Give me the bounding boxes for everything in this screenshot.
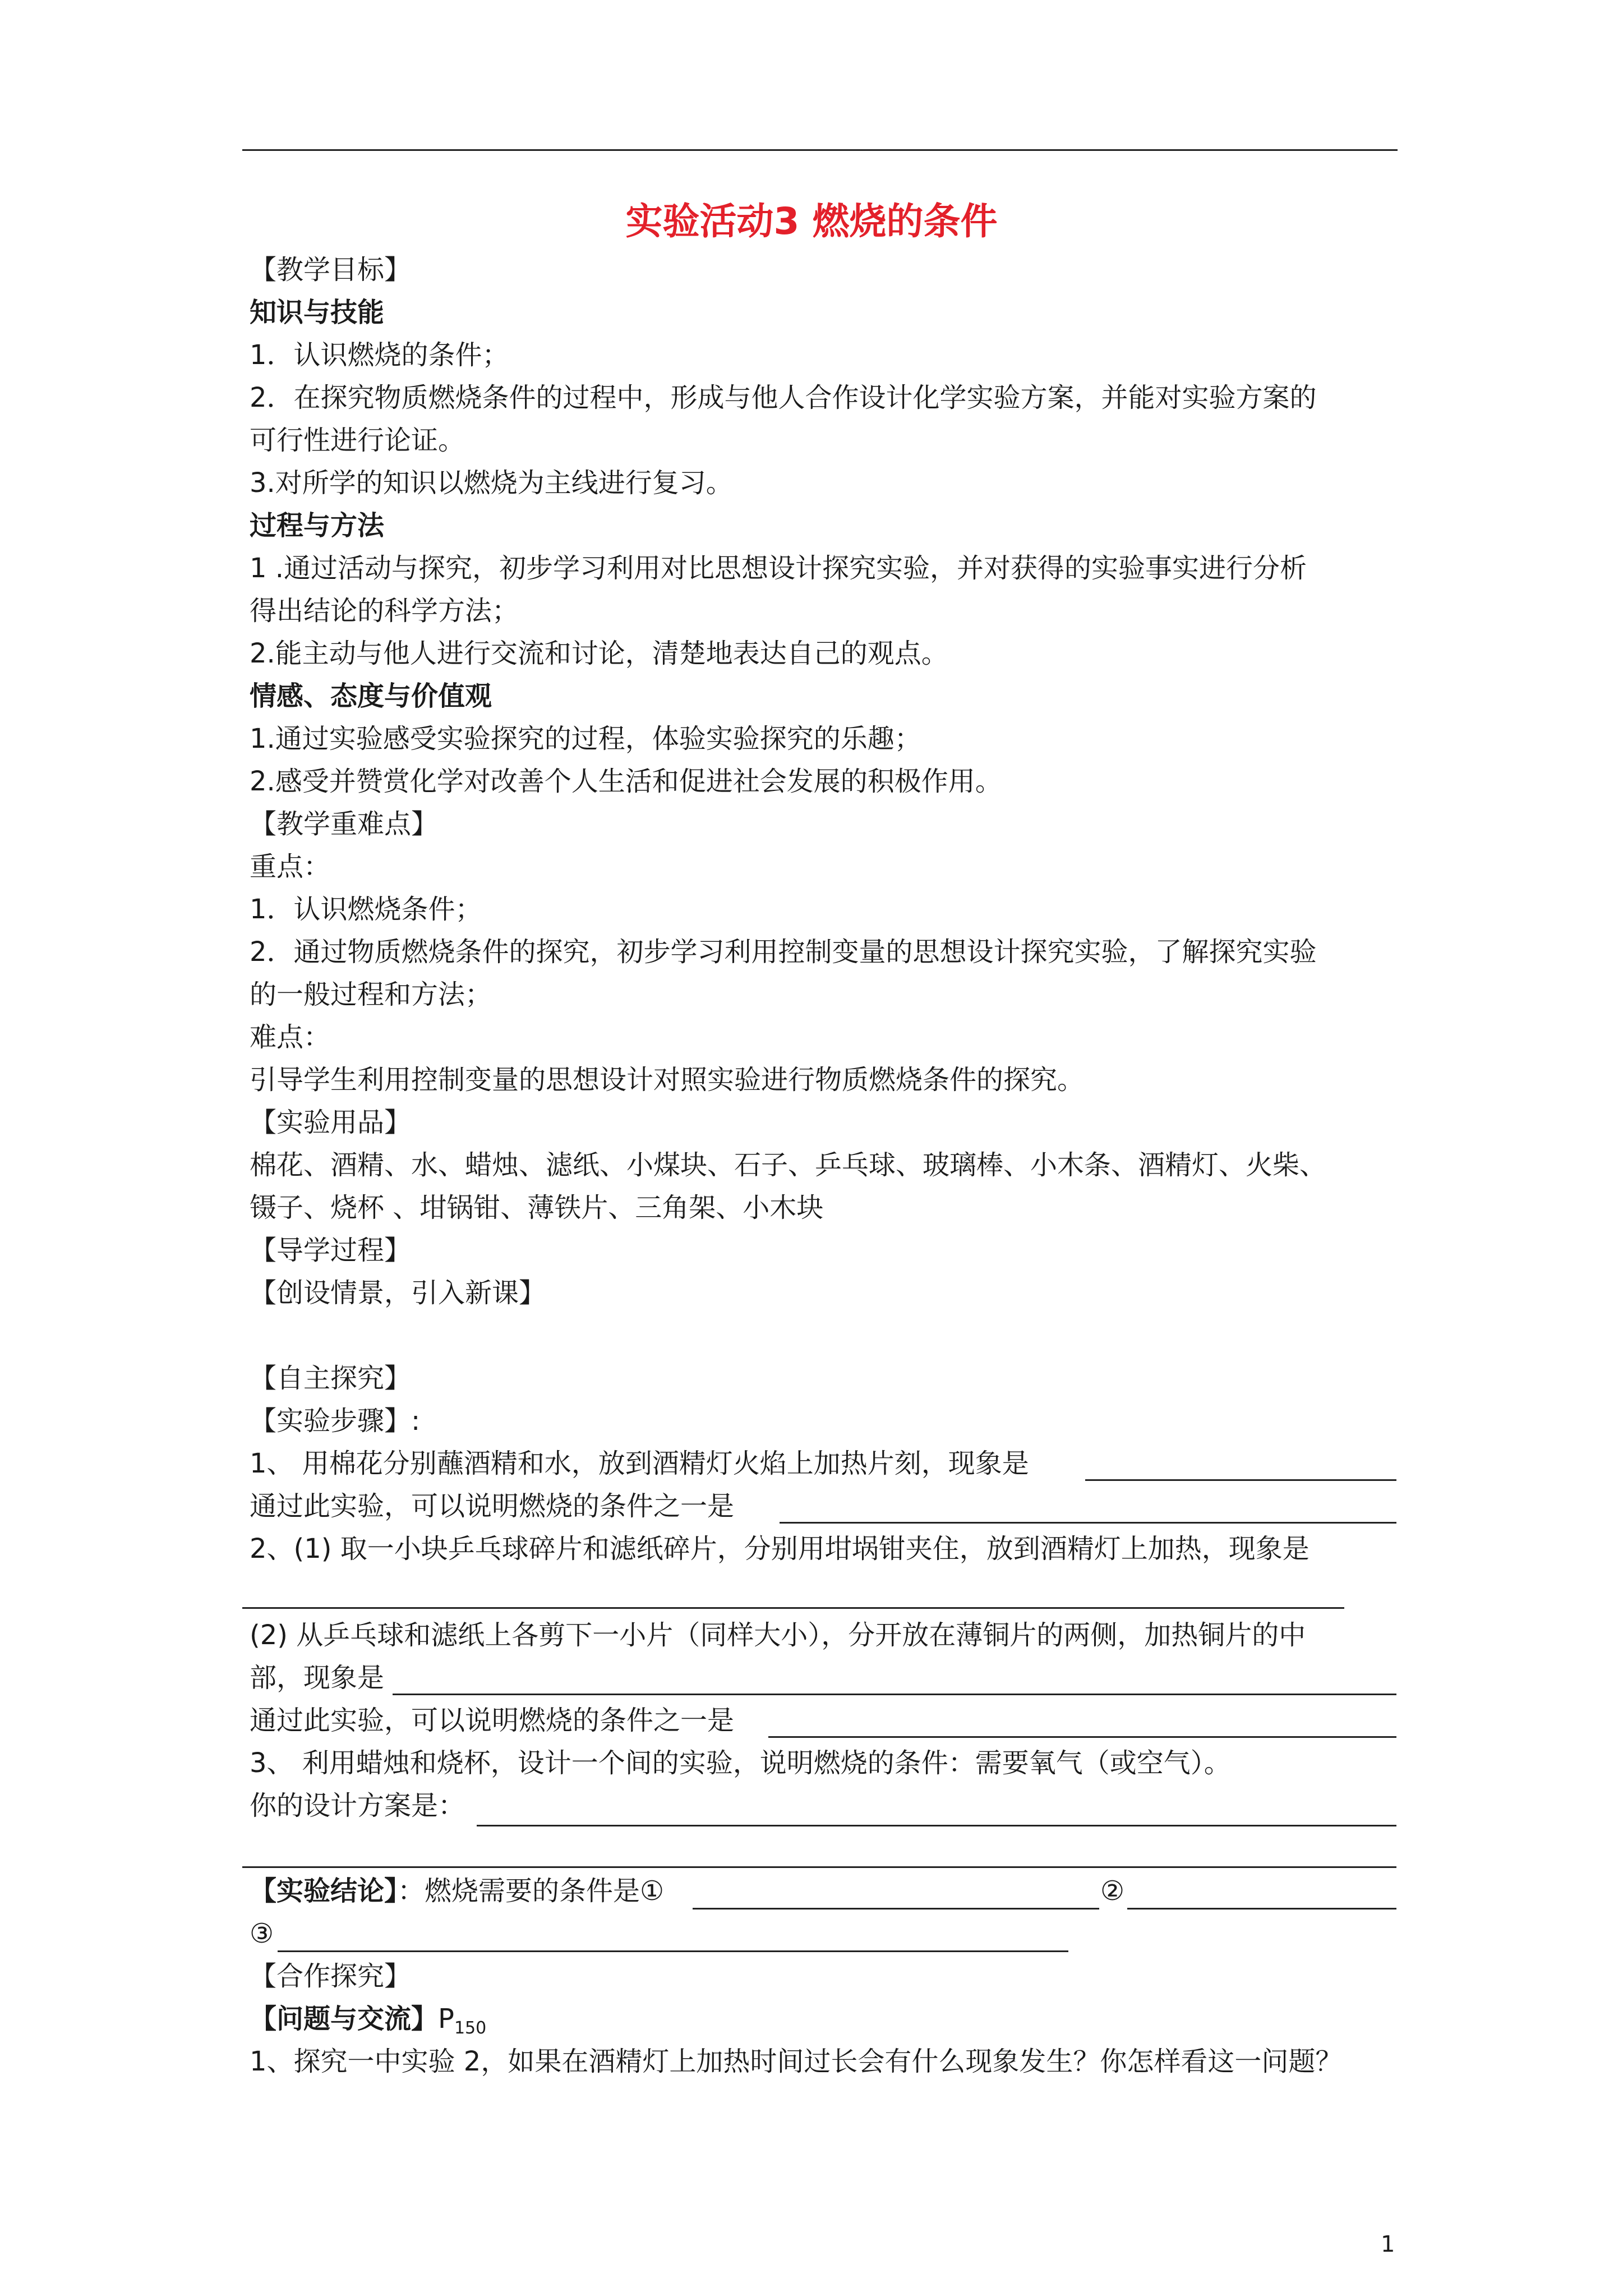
text-line: 1、 用棉花分别蘸酒精和水，放到酒精灯火焰上加热片刻，现象是 — [250, 1448, 1029, 1479]
text-line: 3、 利用蜡烛和烧杯，设计一个间的实验，说明燃烧的条件：需要氧气（或空气）。 — [250, 1747, 1231, 1779]
text-line: 2.能主动与他人进行交流和讨论，清楚地表达自己的观点。 — [250, 638, 948, 669]
section-heading-self-explore: 【自主探究】 — [250, 1363, 412, 1394]
page-title: 实验活动3 燃烧的条件 — [625, 200, 998, 243]
answer-blank[interactable] — [780, 1522, 1396, 1524]
text-line: 引导学生利用控制变量的思想设计对照实验进行物质燃烧条件的探究。 — [250, 1064, 1085, 1096]
circled-number-2: ② — [1100, 1875, 1125, 1907]
answer-blank[interactable] — [1085, 1479, 1396, 1481]
text-line: 1．认识燃烧条件； — [250, 894, 482, 925]
qa-label: 【问题与交流】 — [250, 2003, 439, 2035]
section-heading-cooperative: 【合作探究】 — [250, 1961, 412, 1992]
text-line: 的一般过程和方法； — [250, 979, 492, 1010]
subheading-process: 过程与方法 — [250, 510, 385, 541]
text-line: 重点： — [250, 851, 331, 882]
page-number: 1 — [1381, 2231, 1395, 2257]
text-line: 通过此实验，可以说明燃烧的条件之一是 — [250, 1705, 735, 1736]
answer-blank[interactable] — [242, 1607, 1344, 1609]
section-heading-guide: 【导学过程】 — [250, 1235, 412, 1266]
answer-blank[interactable] — [477, 1825, 1396, 1826]
text-line: 你的设计方案是： — [250, 1790, 465, 1821]
text-line: 部，现象是 — [250, 1662, 385, 1694]
page-ref-subscript: 150 — [454, 2018, 487, 2038]
text-line: 3.对所学的知识以燃烧为主线进行复习。 — [250, 467, 733, 499]
answer-blank[interactable] — [693, 1908, 1099, 1910]
text-line: 难点： — [250, 1022, 331, 1053]
answer-blank[interactable] — [1127, 1908, 1396, 1910]
section-heading-objectives: 【教学目标】 — [250, 254, 412, 286]
header-rule — [242, 149, 1398, 151]
text-line: 2、(1) 取一小块乒乓球碎片和滤纸碎片，分别用坩埚钳夹住，放到酒精灯上加热，现象是 — [250, 1533, 1310, 1565]
qa-heading-line — [250, 2000, 486, 2047]
text-line: 可行性进行论证。 — [250, 425, 465, 456]
text-line: 1．认识燃烧的条件； — [250, 339, 509, 371]
answer-blank[interactable] — [278, 1950, 1068, 1952]
text-line: 1、探究一中实验 2，如果在酒精灯上加热时间过长会有什么现象发生？你怎样看这一问题？ — [250, 2046, 1343, 2077]
text-line: 2．通过物质燃烧条件的探究，初步学习利用控制变量的思想设计探究实验，了解探究实验 — [250, 936, 1317, 968]
page-ref: P — [438, 2003, 454, 2035]
answer-blank[interactable] — [768, 1736, 1396, 1738]
section-heading-intro: 【创设情景，引入新课】 — [250, 1277, 546, 1309]
text-line: 棉花、酒精、水、蜡烛、滤纸、小煤块、石子、乒乓球、玻璃棒、小木条、酒精灯、火柴、 — [250, 1149, 1327, 1181]
conclusion-line — [250, 1872, 664, 1910]
section-heading-steps: 【实验步骤】: — [250, 1405, 421, 1437]
text-line: 1.通过实验感受实验探究的过程，体验实验探究的乐趣； — [250, 723, 921, 754]
section-heading-key-points: 【教学重难点】 — [250, 808, 439, 840]
text-line: 通过此实验，可以说明燃烧的条件之一是 — [250, 1490, 735, 1522]
subheading-knowledge: 知识与技能 — [250, 297, 385, 328]
text-line: 2．在探究物质燃烧条件的过程中，形成与他人合作设计化学实验方案，并能对实验方案的 — [250, 382, 1317, 413]
conclusion-text: ：燃烧需要的条件是① — [398, 1875, 665, 1907]
text-line: 镊子、烧杯 、坩锅钳、薄铁片、三角架、小木块 — [250, 1192, 824, 1223]
section-heading-materials: 【实验用品】 — [250, 1107, 412, 1138]
text-line: 2.感受并赞赏化学对改善个人生活和促进社会发展的积极作用。 — [250, 766, 1002, 797]
answer-blank[interactable] — [393, 1694, 1396, 1695]
circled-number-3: ③ — [250, 1918, 274, 1949]
text-line: 得出结论的科学方法； — [250, 595, 519, 627]
text-line: 1 .通过活动与探究，初步学习利用对比思想设计探究实验，并对获得的实验事实进行分析 — [250, 553, 1307, 584]
conclusion-label: 【实验结论】 — [250, 1875, 398, 1907]
answer-blank[interactable] — [242, 1866, 1396, 1868]
subheading-attitude: 情感、态度与价值观 — [250, 680, 492, 712]
text-line: (2) 从乒乓球和滤纸上各剪下一小片（同样大小），分开放在薄铜片的两侧，加热铜片的中 — [250, 1619, 1306, 1651]
